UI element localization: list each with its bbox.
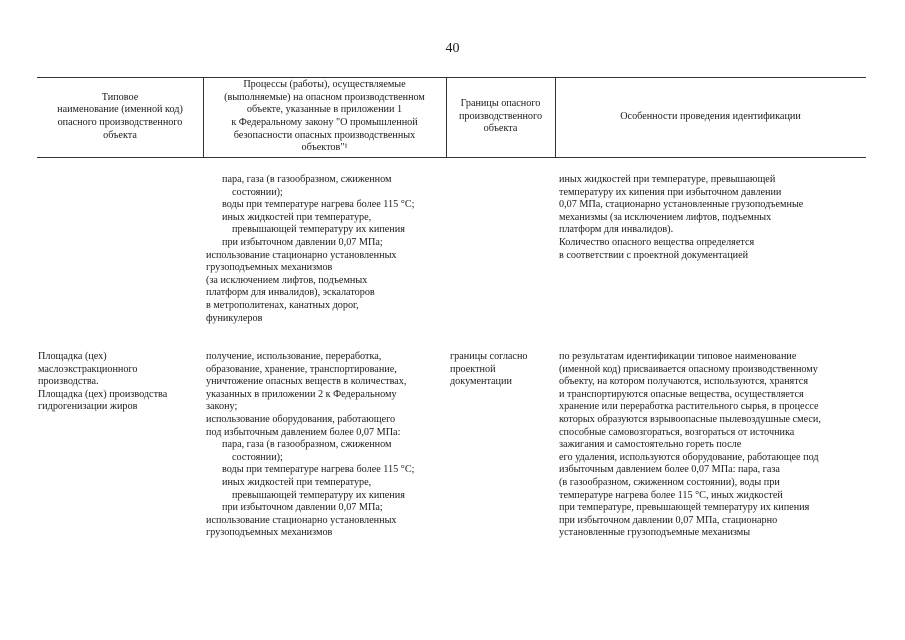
row1-processes [206,174,446,325]
text-line: температуру их кипения при избыточном давлении [559,186,782,198]
text-line: Площадка (цех) [38,351,107,362]
text-line: объекту, на котором получаются, используются, хранятся [559,376,809,388]
text-line: платформ для инвалидов). [559,224,674,236]
text-line: температуре нагрева более 115 °С, иных жидкостей [559,489,783,501]
text-line: документации [450,376,512,388]
text-line: получение, использование, переработка, [206,351,382,362]
text-line: (в газообразном, сжиженном состоянии), воды при [559,476,780,488]
text-line: закону; [206,401,238,413]
text-line: в метрополитенах, канатных дорог, [206,299,359,311]
text-line: которых образуются взрывоопасные пылевоздушные смеси, [559,413,821,425]
text-line: под избыточным давлением более 0,07 МПа: [206,426,401,438]
text-line: границы согласно [450,351,528,362]
text-line: состоянии); [232,451,283,463]
row2-processes [206,351,446,540]
text-line: пара, газа (в газообразном, сжиженном [222,439,392,451]
page-number: 40 [445,41,460,56]
text-line: использование стационарно установленных [206,249,397,261]
text-line: Количество опасного вещества определяется [559,236,755,248]
text-line: использование стационарно установленных [206,514,397,526]
text-line: иных жидкостей при температуре, [222,211,372,223]
header-boundaries [446,77,555,157]
header-processes-text: Процессы (работы), осуществляемые (выполняемые) на опасном производственном объекте, указанные в приложении 1 к Федеральному закону "О промышленной безопасности опасных производственных объектов"¹ [224,79,425,154]
text-line: избыточным давлением более 0,07 МПа: пара, газа [559,464,780,476]
text-line: при избыточном давлении 0,07 МПа, стационарно [559,514,778,526]
text-line: указанных в приложении 2 к Федеральному [206,388,397,400]
header-object-name [37,77,203,157]
row1-identification [559,174,865,262]
text-line: грузоподъемных механизмов [206,262,333,274]
text-line: и транспортируются опасные вещества, осуществляется [559,388,804,400]
text-line: уничтожение опасных веществ в количествах, [206,376,407,388]
header-boundaries-text: Границы опасного производственного объекта [458,98,543,135]
text-line: зажигания и самостоятельно гореть после [559,439,742,451]
text-line: при температуре, превышающей температуру их кипения [559,502,810,514]
text-line: проектной [450,363,496,375]
header-identification-text: Особенности проведения идентификации [620,110,801,122]
text-line: маслоэкстракционного [38,363,138,375]
text-line: пара, газа (в газообразном, сжиженном [222,174,392,185]
text-line: воды при температуре нагрева более 115 °С; [222,464,415,476]
text-line: использование оборудования, работающего [206,413,396,425]
text-line: его удаления, используются оборудование, работающее под [559,451,819,463]
text-line: фуникулеров [206,312,263,324]
text-line: при избыточном давлении 0,07 МПа; [222,502,383,514]
table-header-rule [37,157,866,158]
row2-identification [559,351,865,540]
row2-object-name [38,351,203,414]
text-line: воды при температуре нагрева более 115 °С; [222,199,415,211]
text-line: 0,07 МПа, стационарно установленные грузоподъемные [559,199,804,211]
header-identification [555,77,866,157]
text-line: состоянии); [232,186,283,198]
text-line: превышающей температуру их кипения [232,489,405,501]
text-line: производства. [38,376,99,388]
text-line: платформ для инвалидов), эскалаторов [206,287,375,299]
header-object-name-text: Типовое наименование (именной код) опасного производственного объекта [57,91,183,141]
text-line: установленные грузоподъемные механизмы [559,527,751,539]
text-line: хранение или переработка растительного сырья, в процессе [559,401,819,413]
text-line: иных жидкостей при температуре, [222,476,372,488]
text-line: превышающей температуру их кипения [232,224,405,236]
text-line: механизмы (за исключением лифтов, подъемных [559,211,772,223]
header-processes [203,77,446,157]
text-line: грузоподъемных механизмов [206,527,333,539]
text-line: иных жидкостей при температуре, превышающей [559,174,776,185]
row2-boundaries [450,351,554,389]
text-line: по результатам идентификации типовое наименование [559,351,797,362]
text-line: образование, хранение, транспортирование, [206,363,397,375]
text-line: (именной код) присваивается опасному производственному [559,363,818,375]
text-line: при избыточном давлении 0,07 МПа; [222,236,383,248]
text-line: в соответствии с проектной документацией [559,249,749,261]
text-line: гидрогенизации жиров [38,401,138,413]
text-line: (за исключением лифтов, подъемных [206,274,368,286]
text-line: способные самовозгораться, возгораться от источника [559,426,795,438]
text-line: Площадка (цех) производства [38,388,168,400]
